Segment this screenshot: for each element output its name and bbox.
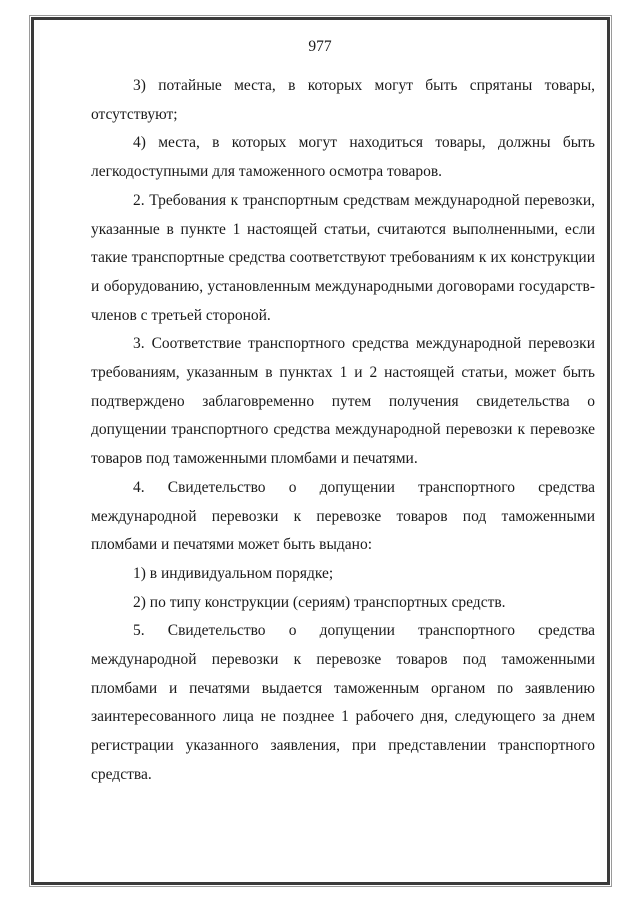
paragraph-clause-2: 2. Требования к транспортным средствам международной перевозки, указанные в пункте 1 настоящей статьи, считаются выполненными, если такие транспортные средства соответствуют требованиям к их конструкции и оборудованию, установленным международными договорами государств-членов с третьей стороной. bbox=[91, 191, 595, 324]
document-body bbox=[91, 72, 595, 790]
paragraph-clause-3: 3. Соответствие транспортного средства международной перевозки требованиям, указанным в пунктах 1 и 2 настоящей статьи, может быть подтверждено заблаговременно путем получения свидетельства о допущении транспортного средства международной перевозки к перевозке товаров под таможенными пломбами и печатями. bbox=[91, 335, 595, 468]
paragraph-clause-5: 5. Свидетельство о допущении транспортного средства международной перевозки к перевозке товаров под таможенными пломбами и печатями выдается таможенным органом по заявлению заинтересованного лица не позднее 1 рабочего дня, следующего за днем регистрации указанного заявления, при представлении транспортного средства. bbox=[91, 622, 595, 783]
paragraph-item-4: 4) места, в которых могут находиться товары, должны быть легкодоступными для таможенного осмотра товаров. bbox=[91, 134, 595, 181]
page-number: 977 bbox=[308, 38, 332, 55]
paragraph-subitem-2: 2) по типу конструкции (сериям) транспортных средств. bbox=[133, 593, 506, 611]
paragraph-item-3: 3) потайные места, в которых могут быть спрятаны товары, отсутствуют; bbox=[91, 77, 595, 123]
paragraph-clause-4: 4. Свидетельство о допущении транспортного средства международной перевозки к перевозке товаров под таможенными пломбами и печатями может быть выдано: bbox=[91, 478, 595, 554]
paragraph-subitem-1: 1) в индивидуальном порядке; bbox=[133, 564, 334, 582]
